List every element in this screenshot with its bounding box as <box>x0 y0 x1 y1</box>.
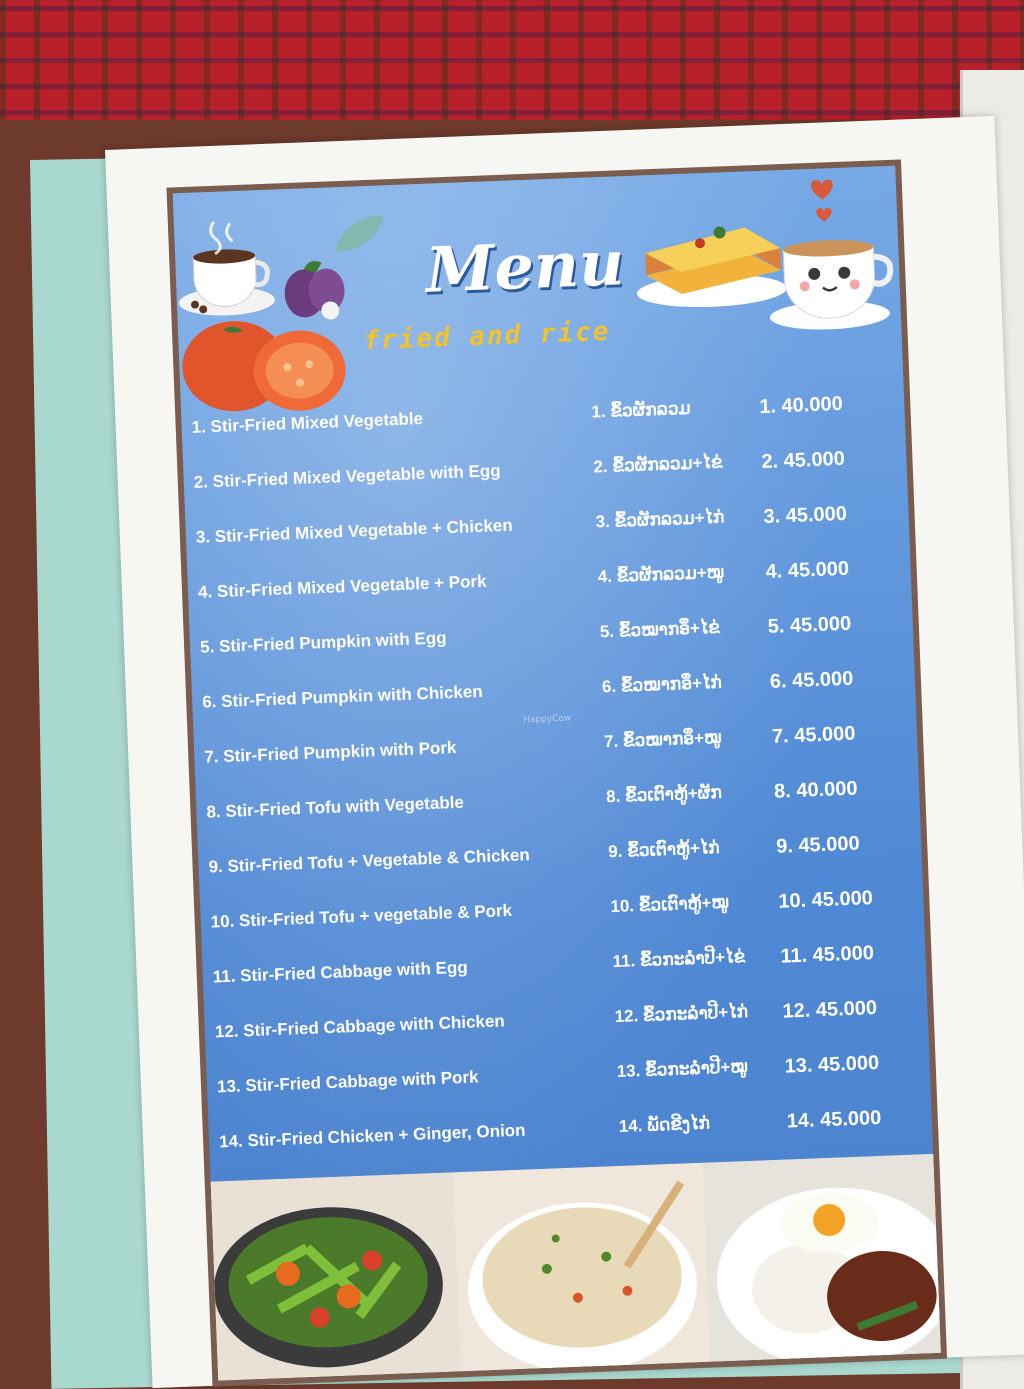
tea-cup-face-icon <box>764 220 908 335</box>
item-price: 6. 45.000 <box>769 667 854 693</box>
menu-frame <box>166 159 947 1386</box>
item-price: 7. 45.000 <box>771 722 856 748</box>
item-name-en: 2. Stir-Fried Mixed Vegetable with Egg <box>193 461 501 492</box>
item-name-en: 13. Stir-Fried Cabbage with Pork <box>216 1067 479 1097</box>
item-name-lao: 10. ຂົ້ວເຕົາຫູ້+ໝູ <box>610 892 730 917</box>
item-name-en: 5. Stir-Fried Pumpkin with Egg <box>199 628 447 657</box>
item-price: 13. 45.000 <box>784 1051 880 1078</box>
item-name-lao: 14. ພັດຂີງໄກ່ <box>618 1113 711 1136</box>
item-name-en: 7. Stir-Fried Pumpkin with Pork <box>204 737 457 767</box>
item-name-en: 4. Stir-Fried Mixed Vegetable + Pork <box>197 571 487 602</box>
item-name-lao: 3. ຂົ້ວຜັກລວມ+ໄກ່ <box>595 507 725 532</box>
menu-page <box>105 116 1024 1388</box>
item-name-en: 3. Stir-Fried Mixed Vegetable + Chicken <box>195 515 514 547</box>
item-name-lao: 13. ຂົ້ວກະລໍ່າປີ+ໝູ <box>616 1057 749 1082</box>
item-price: 9. 45.000 <box>775 832 861 858</box>
menu-title: Menu <box>424 226 626 307</box>
item-price: 5. 45.000 <box>767 612 852 638</box>
item-name-en: 8. Stir-Fried Tofu with Vegetable <box>206 792 465 822</box>
item-price: 1. 40.000 <box>758 392 844 419</box>
menu-items <box>181 391 935 1243</box>
item-name-lao: 9. ຂົ້ວເຕົາຫູ້+ໄກ່ <box>607 837 720 862</box>
item-name-en: 11. Stir-Fried Cabbage with Egg <box>212 957 469 987</box>
watermark: HappyCow <box>523 713 572 726</box>
item-price: 10. 45.000 <box>777 887 874 913</box>
item-name-lao: 7. ຂົ້ວໝາກອຶ+ໝູ <box>603 727 722 752</box>
coffee-cup-icon <box>173 209 287 323</box>
photo-fried-rice <box>454 1163 711 1377</box>
item-price: 14. 45.000 <box>786 1106 882 1133</box>
item-price: 12. 45.000 <box>782 997 878 1023</box>
item-price: 3. 45.000 <box>763 502 848 528</box>
item-price: 2. 45.000 <box>761 447 846 474</box>
item-name-en: 1. Stir-Fried Mixed Vegetable <box>191 408 424 437</box>
item-name-lao: 11. ຂົ້ວກະລໍ່າປີ+ໄຂ່ <box>612 947 746 972</box>
item-name-en: 12. Stir-Fried Cabbage with Chicken <box>214 1011 506 1042</box>
item-price: 4. 45.000 <box>765 557 850 583</box>
item-name-lao: 6. ຂົ້ວໝາກອຶ+ໄກ່ <box>601 672 722 697</box>
item-name-en: 14. Stir-Fried Chicken + Ginger, Onion <box>218 1120 526 1152</box>
heart-icon <box>797 173 844 230</box>
item-name-en: 10. Stir-Fried Tofu + vegetable & Pork <box>210 900 513 932</box>
item-price: 8. 40.000 <box>773 777 858 803</box>
photo-stir-fried-vegetables <box>205 1172 462 1380</box>
tomato-icon <box>177 307 351 423</box>
item-price: 11. 45.000 <box>780 942 875 968</box>
leaf-icon <box>329 210 391 257</box>
food-photos <box>205 1153 941 1380</box>
item-name-lao: 5. ຂົ້ວໝາກອຶ+ໄຂ່ <box>599 617 721 642</box>
photo-rice-with-fried-egg <box>702 1153 940 1367</box>
item-name-en: 9. Stir-Fried Tofu + Vegetable & Chicken <box>208 845 531 877</box>
item-name-en: 6. Stir-Fried Pumpkin with Chicken <box>201 681 483 712</box>
menu-panel <box>173 166 941 1381</box>
item-name-lao: 4. ຂົ້ວຜັກລວມ+ໝູ <box>597 562 725 587</box>
item-name-lao: 1. ຂົ້ວຜັກລວມ <box>591 398 691 422</box>
item-name-lao: 2. ຂົ້ວຜັກລວມ+ໄຂ່ <box>593 452 723 477</box>
menu-subtitle: fried and rice <box>362 316 612 357</box>
item-name-lao: 12. ຂົ້ວກະລໍ່າປີ+ໄກ່ <box>614 1001 749 1027</box>
item-name-lao: 8. ຂົ້ວເຕົາຫູ້+ຜັກ <box>605 782 723 807</box>
